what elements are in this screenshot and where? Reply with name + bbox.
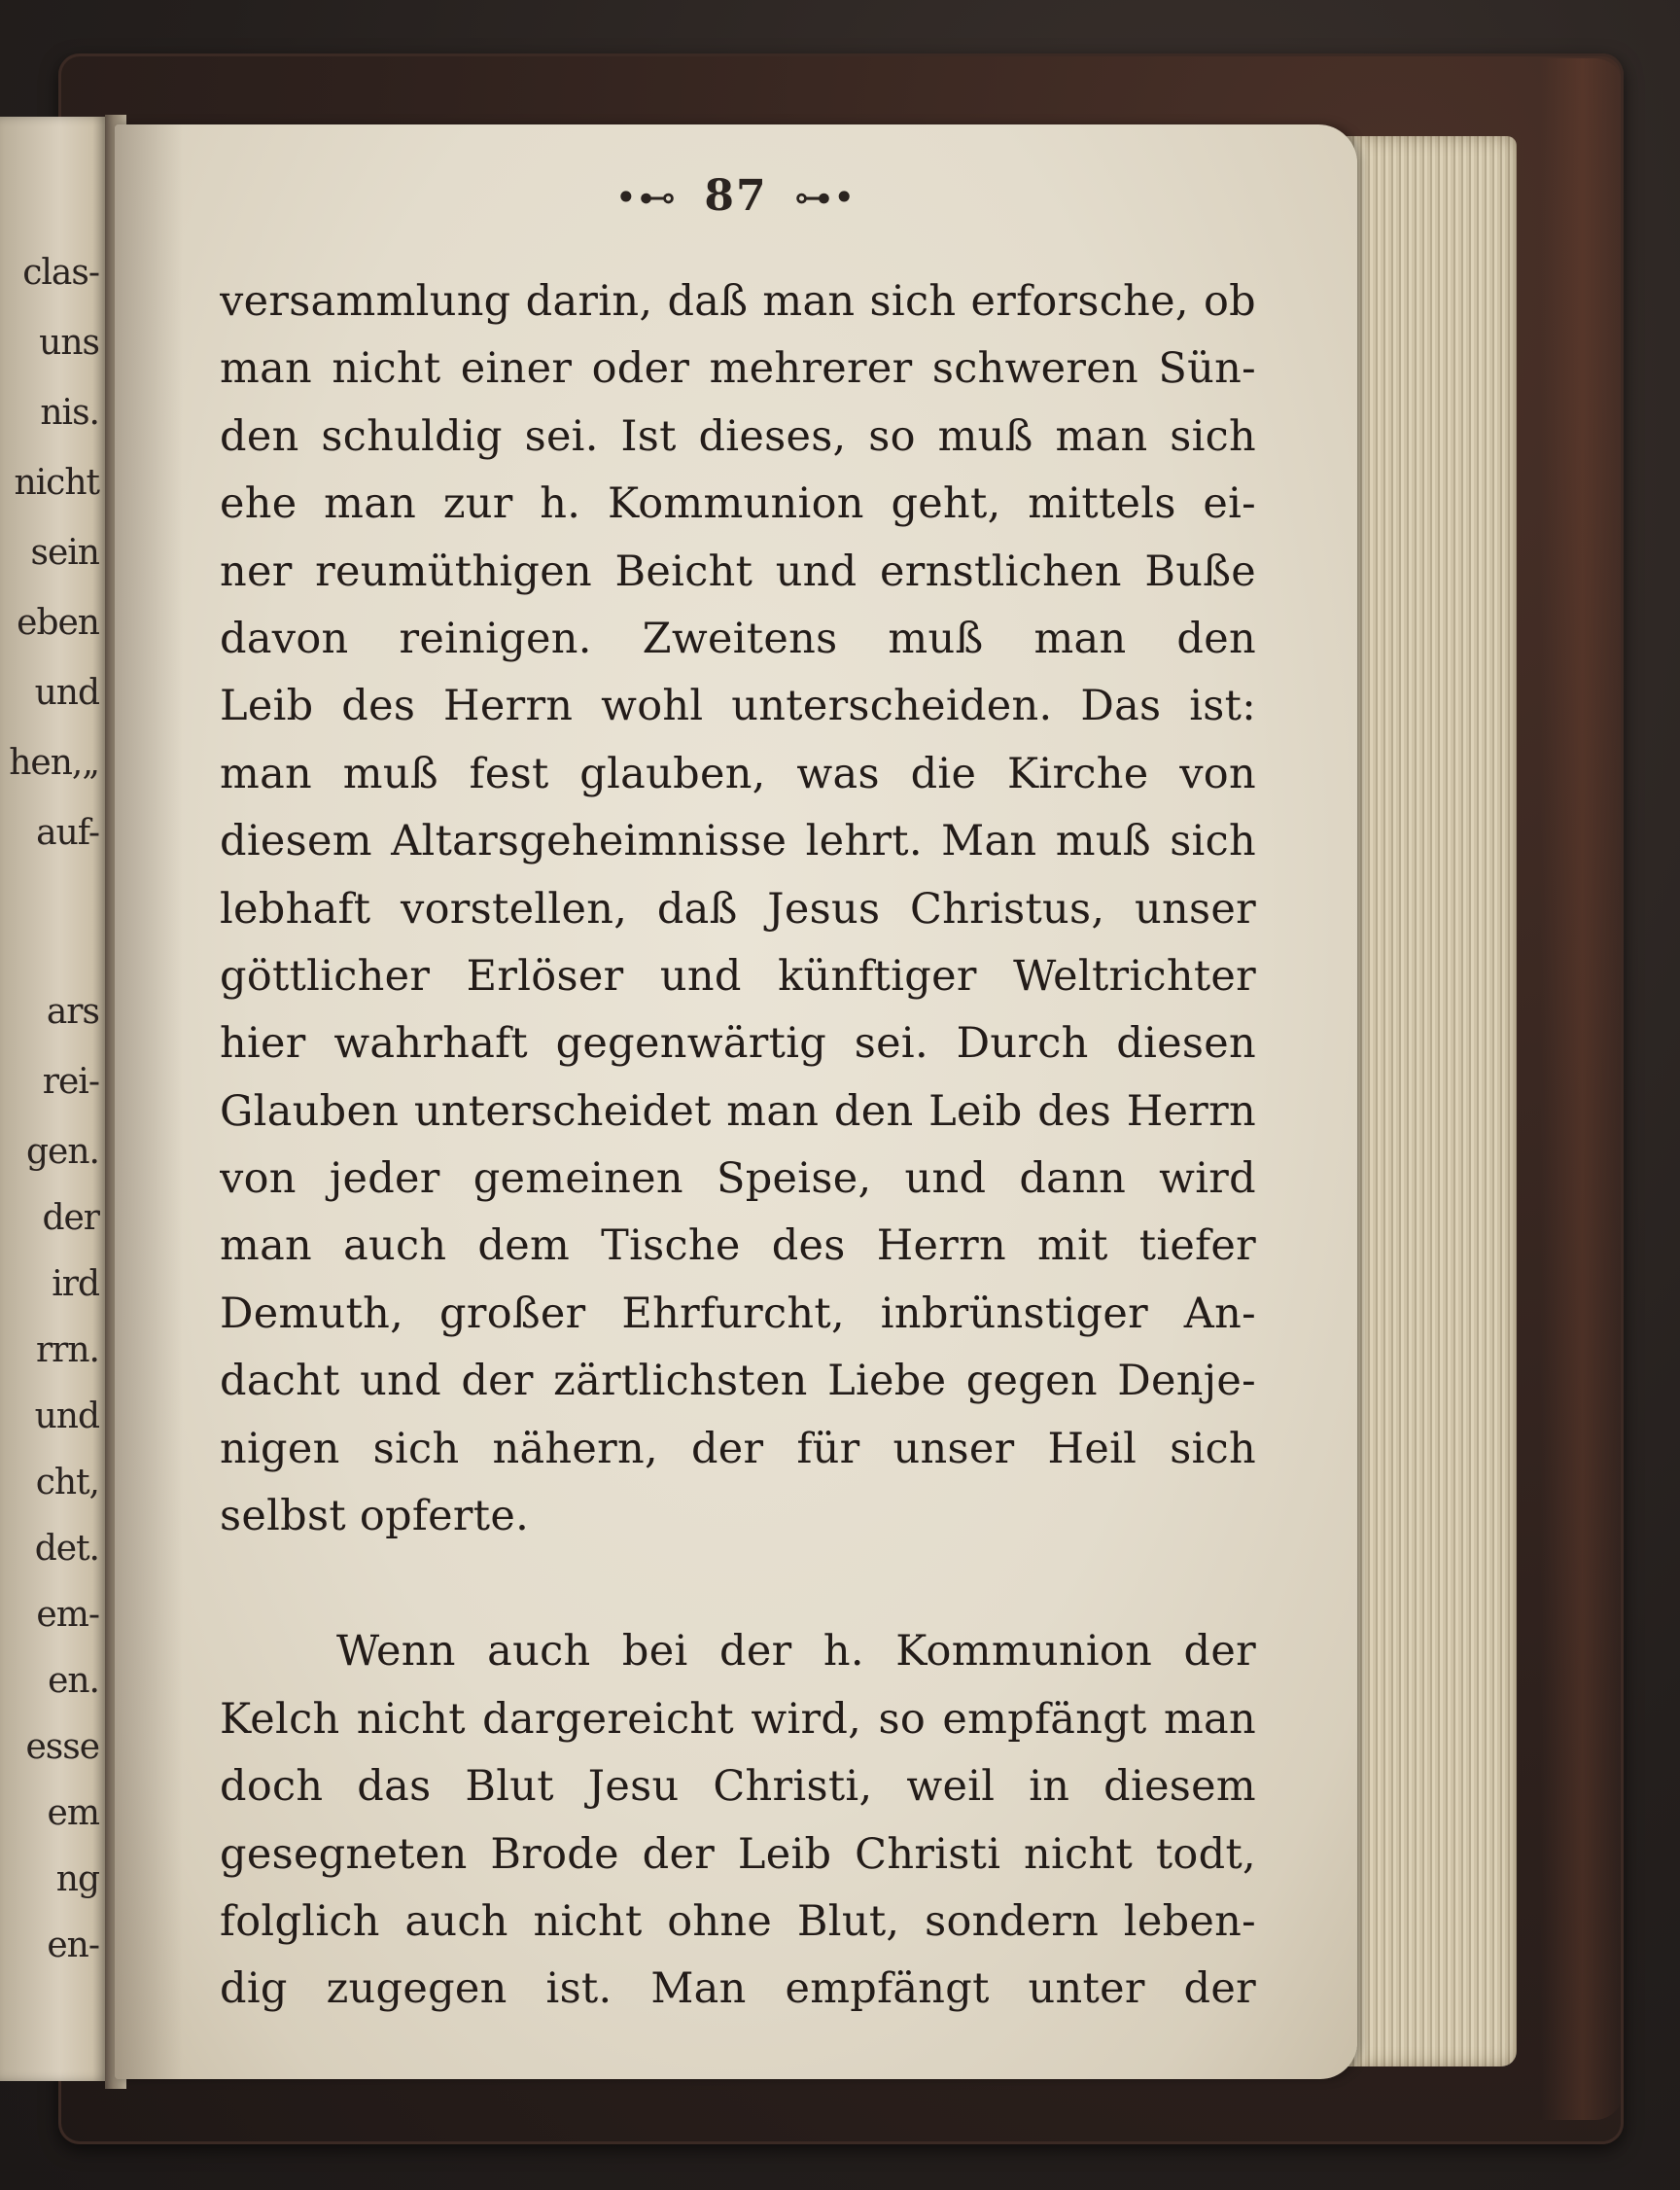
ornament-right-icon: ⊶•	[793, 176, 858, 219]
text-line: von jeder gemeinen Speise, und dann wird	[220, 1154, 1256, 1204]
text-line: Leib des Herrn wohl unterscheiden. Das ist:	[220, 682, 1256, 731]
previous-page-fragment: en.	[48, 1661, 99, 1701]
page-fore-edge	[1342, 136, 1517, 2066]
previous-page-fragment: esse	[25, 1727, 99, 1767]
previous-page-fragment: rei-	[42, 1062, 99, 1102]
previous-page-fragment: em-	[36, 1595, 99, 1635]
previous-page-fragment: uns	[39, 323, 99, 363]
text-line: Wenn auch bei der h. Kommunion der	[336, 1627, 1256, 1677]
page-number: 87	[704, 171, 768, 221]
previous-page-fragment: und	[34, 1396, 99, 1436]
text-line: davon reinigen. Zweitens muß man den	[220, 614, 1256, 663]
paragraph-2	[220, 1618, 1256, 2023]
page-header	[115, 171, 1357, 221]
paragraph-gap	[220, 1550, 1256, 1618]
text-line: selbst opferte.	[220, 1492, 530, 1541]
previous-page-fragment: eben	[17, 603, 99, 643]
previous-page-fragment: ars	[46, 992, 99, 1032]
ornament-left-icon: •⊷	[614, 176, 679, 219]
text-line: Demuth, großer Ehrfurcht, inbrünstiger An-	[220, 1289, 1256, 1338]
previous-page-fragment: und	[34, 673, 99, 713]
text-line: nigen sich nähern, der für unser Heil sich	[220, 1424, 1256, 1473]
text-line: man nicht einer oder mehrerer schweren Sün-	[220, 344, 1256, 394]
previous-page-fragment: sein	[30, 533, 99, 573]
text-line: man muß fest glauben, was die Kirche von	[220, 749, 1256, 798]
previous-page-fragment: nicht	[14, 463, 99, 503]
text-line: Glauben unterscheidet man den Leib des Herrn	[220, 1086, 1256, 1136]
previous-page-fragment: det.	[34, 1529, 99, 1569]
previous-page-fragment: ng	[55, 1859, 99, 1899]
text-line: göttlicher Erlöser und künftiger Weltrichter	[220, 951, 1256, 1001]
text-line: den schuldig sei. Ist dieses, so muß man sich	[220, 411, 1256, 461]
page-gutter-shadow	[115, 124, 183, 2079]
text-line: doch das Blut Jesu Christi, weil in diesem	[220, 1762, 1256, 1812]
previous-page-edge	[0, 117, 109, 2081]
previous-page-fragment: der	[42, 1198, 99, 1238]
previous-page-fragment: em	[47, 1793, 99, 1833]
cover-edge	[1541, 58, 1624, 2120]
text-line: dig zugegen ist. Man empfängt unter der	[220, 1964, 1256, 2014]
previous-page-fragment: hen,„	[9, 743, 99, 783]
previous-page-fragment: cht,	[35, 1463, 99, 1502]
previous-page-fragment: ird	[52, 1264, 99, 1304]
text-line: Kelch nicht dargereicht wird, so empfängt man	[220, 1694, 1256, 1744]
text-line: ehe man zur h. Kommunion geht, mittels ei-	[220, 479, 1256, 529]
text-line: versammlung darin, daß man sich erforsche, ob	[220, 277, 1256, 326]
text-line: dacht und der zärtlichsten Liebe gegen Denje-	[220, 1357, 1256, 1406]
previous-page-fragment: auf-	[36, 813, 99, 853]
text-line: lebhaft vorstellen, daß Jesus Christus, unser	[220, 884, 1256, 934]
previous-page-fragment: nis.	[40, 393, 99, 433]
text-line: gesegneten Brode der Leib Christi nicht todt,	[220, 1829, 1256, 1879]
previous-page-fragment: rrn.	[35, 1330, 99, 1370]
previous-page-fragment: clas-	[22, 253, 99, 293]
book-page	[115, 124, 1357, 2079]
previous-page-fragment: en-	[47, 1925, 99, 1965]
previous-page-fragment: gen.	[26, 1132, 99, 1172]
page-body	[220, 268, 1256, 2024]
text-line: man auch dem Tische des Herrn mit tiefer	[220, 1221, 1256, 1271]
text-line: hier wahrhaft gegenwärtig sei. Durch diesen	[220, 1019, 1256, 1069]
paragraph-1	[220, 268, 1256, 1550]
text-line: folglich auch nicht ohne Blut, sondern leben-	[220, 1896, 1256, 1946]
text-line: ner reumüthigen Beicht und ernstlichen Buße	[220, 547, 1256, 596]
text-line: diesem Altarsgeheimnisse lehrt. Man muß sich	[220, 817, 1256, 866]
